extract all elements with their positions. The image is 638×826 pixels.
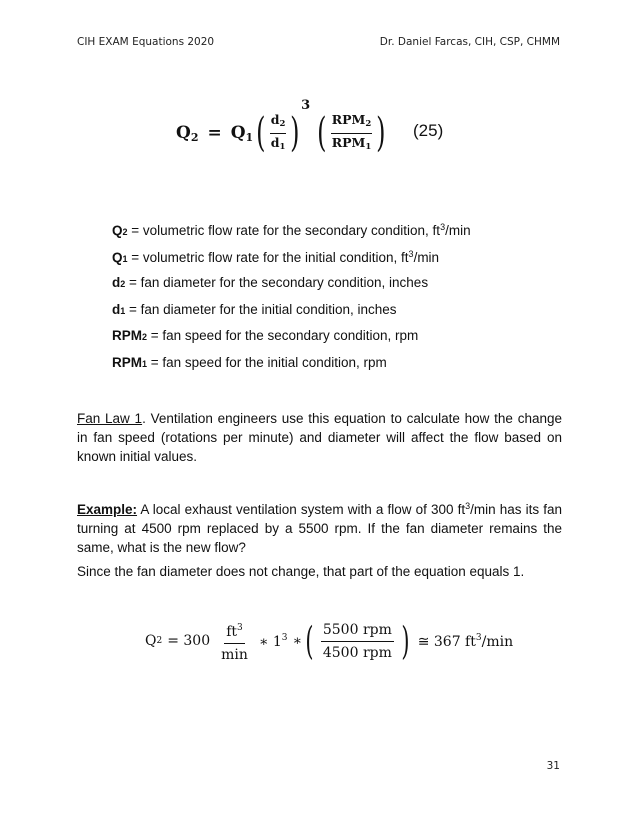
example-label: Example: — [77, 502, 138, 517]
equation-number: (25) — [413, 121, 444, 140]
definition-item: RPM2 = fan speed for the secondary condition, rpm — [112, 328, 419, 344]
diameter-ratio: ( $\frac{d2}{d1}$ ) — [256, 110, 300, 156]
fan-law-link[interactable]: Fan Law 1 — [77, 411, 143, 426]
eq-q1: $Q_1$ — [230, 122, 254, 144]
header-right: Dr. Daniel Farcas, CIH, CSP, CHMM — [379, 36, 560, 48]
explanation-paragraph: Since the fan diameter does not change, that part of the equation equals 1. — [77, 564, 525, 579]
definition-item: RPM1 = fan speed for the initial condition, rpm — [112, 354, 387, 370]
definition-item: Q1 = volumetric flow rate for the initial condition, $ft^3/\min$ — [112, 248, 440, 265]
rpm-ratio: ( $\frac{\text{RPM2}}{\text{RPM1}}$ ) — [317, 110, 386, 156]
unit-fraction: $\frac{ft^3}{\min}$ — [219, 619, 250, 664]
worked-equation: Q 2 = 300 $\frac{ft^3}{\min}$ ∗ $1^3$ ∗ ( $\frac{\text{5500 rpm}}{\text{4500 rpm}}$ ) ≅ 367 $ft^3/\min$ — [145, 619, 514, 663]
fan-law-description: Fan Law 1. Ventilation engineers use this equation to calculate how the change in fan speed (rotations per minute) and diameter will affect the flow based on known initial values. — [77, 411, 562, 464]
rpm-fraction: $\frac{\text{5500 rpm}}{\text{4500 rpm}}$ — [322, 621, 392, 661]
eq-equals: = — [207, 123, 222, 143]
header-left: CIH EXAM Equations 2020 — [77, 36, 215, 48]
page-number: 31 — [546, 760, 560, 772]
definitions-list — [112, 222, 471, 382]
definition-item: d1 = fan diameter for the initial condition, inches — [112, 301, 397, 317]
definition-item: Q2 = volumetric flow rate for the secondary condition, $ft^3/\min$ — [112, 222, 471, 238]
eq-lhs: $Q_2$ — [176, 122, 199, 144]
example-paragraph: Example: A local exhaust ventilation system with a flow of 300 $ft^3/\min$ has its fan turning at 4500 rpm replaced by a 5500 rpm. If the fan diameter remains the same, what is the new flow? — [77, 501, 562, 555]
eq-exponent: 3 — [301, 98, 311, 113]
definition-item: d2 = fan diameter for the secondary condition, inches — [112, 275, 429, 291]
fan-law-equation — [176, 98, 389, 162]
